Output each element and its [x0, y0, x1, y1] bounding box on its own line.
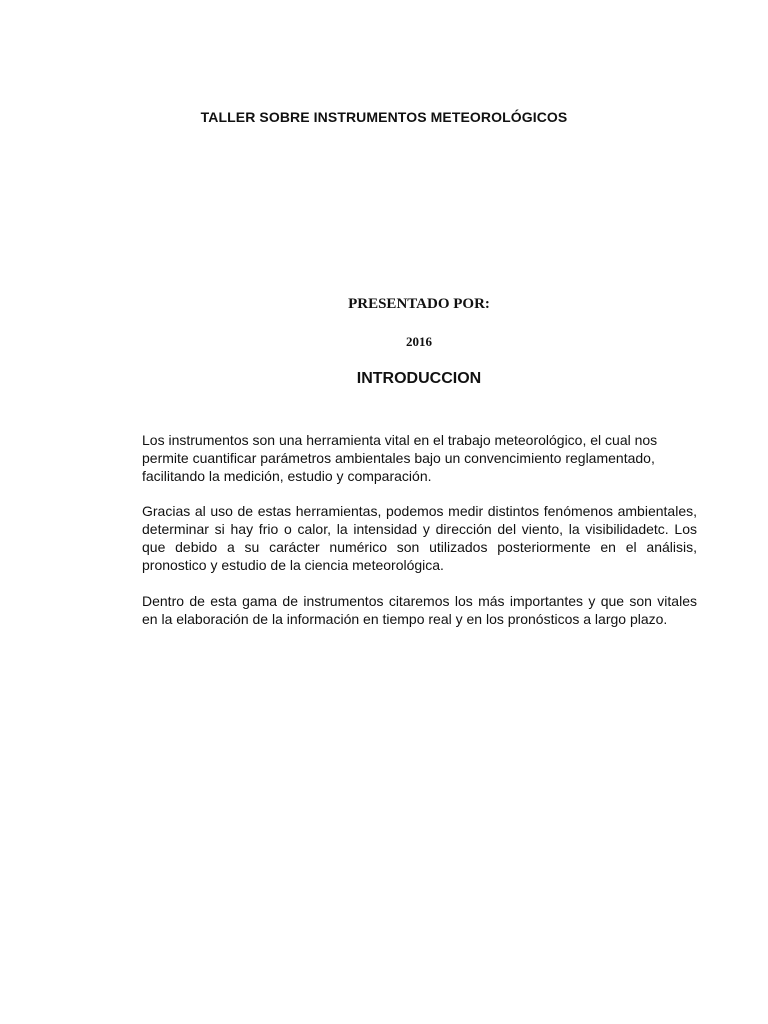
paragraph-3: Dentro de esta gama de instrumentos citaremos los más importantes y que son vitales en la elaboración de la información en tiempo real y en los pronósticos a largo plazo.	[142, 593, 697, 627]
section-heading: INTRODUCCION	[356, 370, 482, 387]
year-label: 2016	[406, 334, 432, 349]
paragraph-1: Los instrumentos son una herramienta vital en el trabajo meteorológico, el cual nos permite cuantificar parámetros ambientales bajo un convencimiento reglamentado, facilitando la medición, estudio y comparación.	[142, 432, 658, 484]
presented-by-label: PRESENTADO POR:	[348, 296, 490, 312]
document-title: TALLER SOBRE INSTRUMENTOS METEOROLÓGICOS	[200, 109, 568, 125]
paragraph-2: Gracias al uso de estas herramientas, podemos medir distintos fenómenos ambientales, determinar si hay frio o calor, la intensidad y dirección del viento, la visibilidadetc. Los que debido a su carácter numérico son utilizados posteriormente en el análisis, pronostico y estudio de la ciencia meteorológica.	[142, 503, 697, 573]
